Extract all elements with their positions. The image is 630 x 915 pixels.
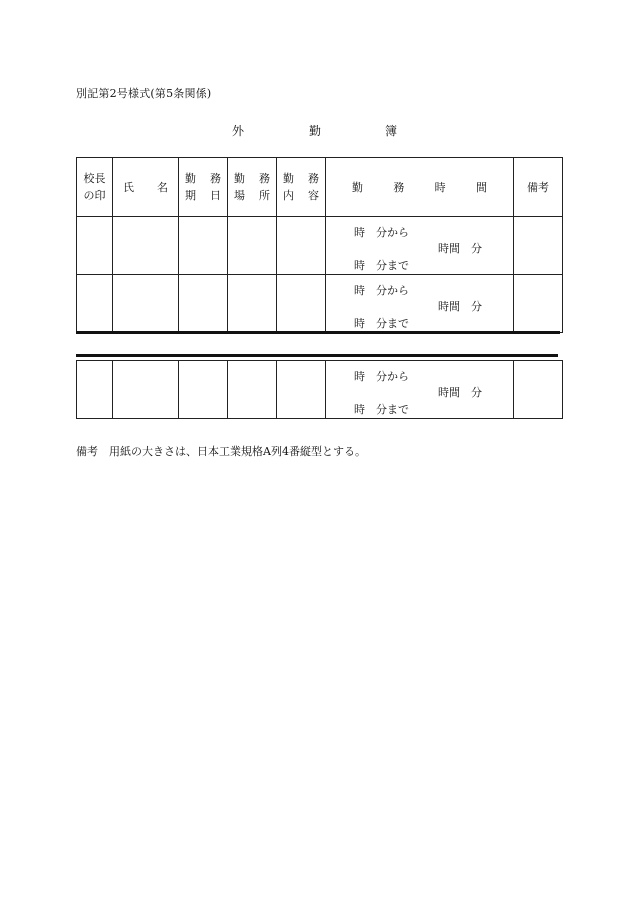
header-work-date-line1: 勤 務	[185, 172, 221, 185]
cell-work-date[interactable]	[179, 217, 228, 275]
cell-work-date[interactable]	[179, 361, 228, 419]
header-principal-seal-label: 校長の印	[83, 172, 106, 202]
header-work-content	[277, 158, 326, 217]
title-char-3: 簿	[385, 124, 398, 138]
time-duration-label: 時間 分	[438, 386, 482, 399]
header-work-date	[179, 158, 228, 217]
cell-work-content[interactable]	[277, 275, 326, 333]
table-row	[77, 217, 563, 275]
cell-work-place[interactable]	[228, 217, 277, 275]
cell-name[interactable]	[113, 361, 179, 419]
header-work-place	[228, 158, 277, 217]
cell-principal-seal[interactable]	[77, 275, 113, 333]
header-work-hours	[326, 158, 514, 217]
table-break-line-bottom	[76, 354, 558, 357]
attendance-table-upper	[76, 157, 563, 333]
cell-name[interactable]	[113, 217, 179, 275]
cell-name[interactable]	[113, 275, 179, 333]
time-from-label: 時 分から	[354, 370, 409, 383]
header-work-hours-label: 勤務時間	[352, 180, 487, 194]
table-row	[77, 361, 563, 419]
time-from-label: 時 分から	[354, 284, 409, 297]
cell-principal-seal[interactable]	[77, 361, 113, 419]
cell-work-place[interactable]	[228, 275, 277, 333]
cell-work-content[interactable]	[277, 217, 326, 275]
cell-work-content[interactable]	[277, 361, 326, 419]
cell-work-hours[interactable]	[326, 275, 514, 333]
cell-work-hours[interactable]	[326, 361, 514, 419]
cell-remarks[interactable]	[514, 361, 563, 419]
cell-work-date[interactable]	[179, 275, 228, 333]
title-char-2: 勤	[309, 124, 322, 138]
time-duration-label: 時間 分	[438, 300, 482, 313]
header-work-date-line2: 期 日	[185, 189, 221, 202]
header-work-content-line1: 勤 務	[283, 172, 319, 185]
form-label: 別記第2号様式(第5条関係)	[76, 87, 212, 100]
header-name-label: 氏 名	[123, 180, 168, 194]
cell-work-hours[interactable]	[326, 217, 514, 275]
time-from-label: 時 分から	[354, 226, 409, 239]
cell-principal-seal[interactable]	[77, 217, 113, 275]
header-work-place-line1: 勤 務	[234, 172, 270, 185]
table-header-row	[77, 158, 563, 217]
time-duration-label: 時間 分	[438, 242, 482, 255]
footnote: 備考 用紙の大きさは、日本工業規格A列4番縦型とする。	[76, 445, 366, 458]
title-char-1: 外	[232, 124, 245, 138]
time-to-label: 時 分まで	[354, 259, 409, 272]
time-to-label: 時 分まで	[354, 403, 409, 416]
table-break-line-top	[76, 331, 560, 334]
table-row	[77, 275, 563, 333]
header-remarks	[514, 158, 563, 217]
time-to-label: 時 分まで	[354, 317, 409, 330]
header-remarks-label: 備考	[527, 180, 549, 194]
header-work-content-line2: 内 容	[283, 189, 319, 202]
header-work-place-line2: 場 所	[234, 189, 270, 202]
cell-remarks[interactable]	[514, 217, 563, 275]
header-name	[113, 158, 179, 217]
attendance-table-lower	[76, 360, 563, 419]
cell-work-place[interactable]	[228, 361, 277, 419]
header-principal-seal	[77, 158, 113, 217]
cell-remarks[interactable]	[514, 275, 563, 333]
